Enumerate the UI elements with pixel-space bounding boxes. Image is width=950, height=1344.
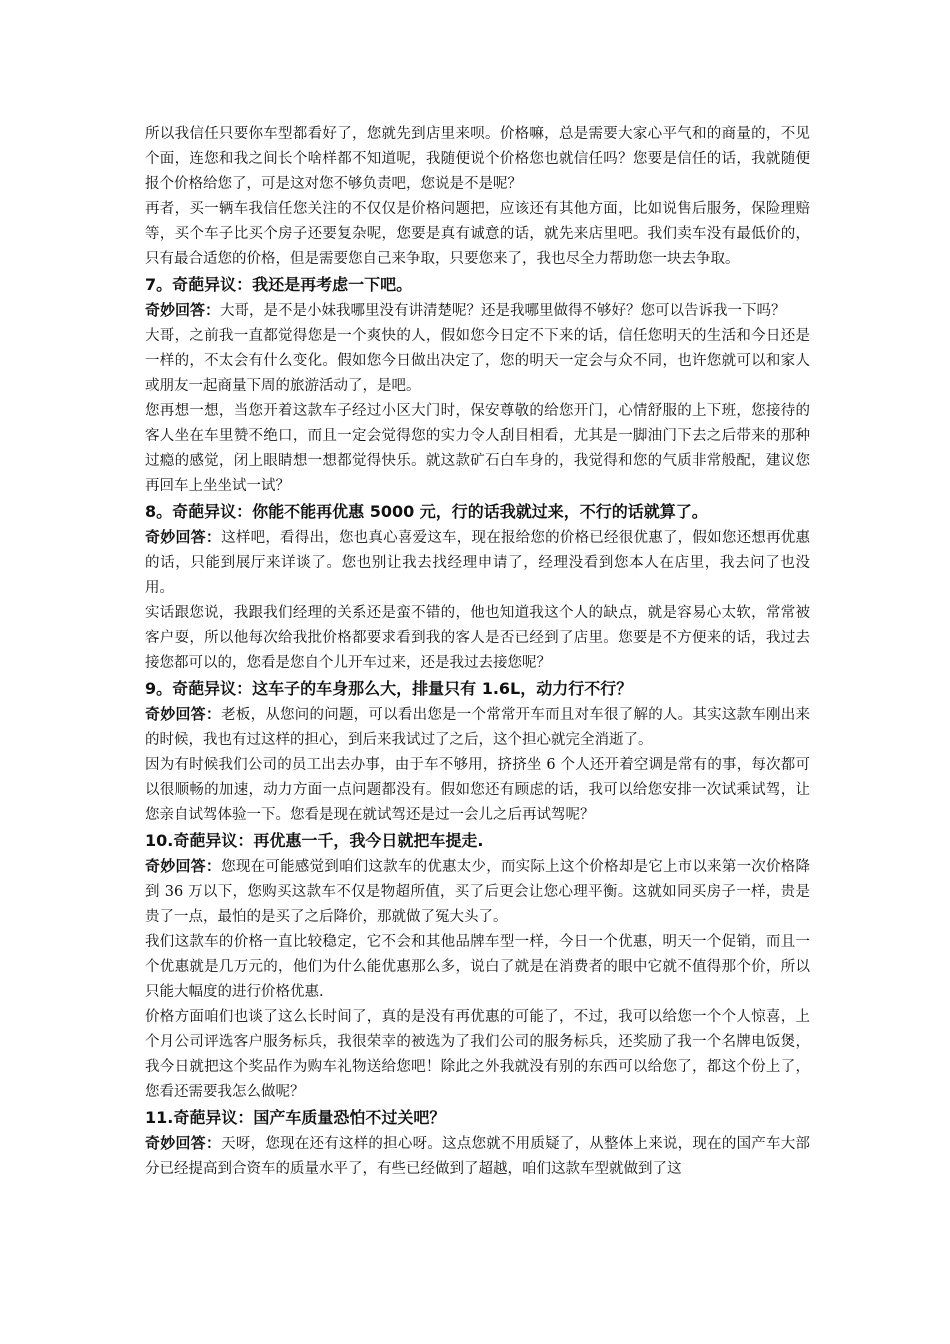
section-8 [145,499,810,676]
section-9 [145,676,810,828]
answer-label: 奇妙回答： [145,1134,222,1152]
paragraph: 再者，买一辆车我信任您关注的不仅仅是价格问题把，应该还有其他方面，比如说售后服务，保险理赔等，买个车子比买个房子还要复杂呢，您要是真有诚意的话，就先来店里吧。我们卖车没有最低价的，只有最合适您的价格，但是需要您自己来争取，只要您来了，我也尽全力帮助您一块去争取。 [145,201,810,267]
answer-text: 您现在可能感觉到咱们这款车的优惠太少，而实际上这个价格却是它上市以来第一次价格降到 36 万以下，您购买这款车不仅是物超所值，买了后更会让您心理平衡。这就如同买房子一样，贵是贵了一点，最怕的是买了之后降价，那就做了冤大头了。 [145,859,810,925]
paragraph: 所以我信任只要你车型都看好了，您就先到店里来呗。价格嘛，总是需要大家心平气和的商量的，不见个面，连您和我之间长个啥样都不知道呢，我随便说个价格您也就信任吗？您要是信任的话，我就随便报个价格给您了，可是这对您不够负责吧，您说是不是呢？ [145,126,810,192]
answer-text: 大哥，是不是小妹我哪里没有讲清楚呢？还是我哪里做得不够好？您可以告诉我一下吗？ [220,303,786,319]
answer-label: 奇妙回答： [145,705,222,723]
answer-paragraph [145,525,810,601]
answer-label: 奇妙回答： [145,528,222,546]
section-10 [145,828,810,1105]
paragraph: 实话跟您说，我跟我们经理的关系还是蛮不错的，他也知道我这个人的缺点，就是容易心太软，常常被客户耍，所以他每次给我批价格都要求看到我的客人是否已经到了店里。您要是不方便来的话，我过去接您都可以的，您看是您自个儿开车过来，还是我过去接您呢？ [145,605,810,671]
section-heading: 7。奇葩异议：我还是再考虑一下吧。 [145,275,413,294]
answer-text: 这样吧，看得出，您也真心喜爱这车，现在报给您的价格已经很优惠了，假如您还想再优惠的话，只能到展厅来详谈了。您也别让我去找经理申请了，经理没看到您本人在店里，我去问了也没用。 [145,530,810,596]
paragraph: 我们这款车的价格一直比较稳定，它不会和其他品牌车型一样，今日一个优惠，明天一个促销，而且一个优惠就是几万元的，他们为什么能优惠那么多，说白了就是在消费者的眼中它就不值得那个价，所以只能大幅度的进行价格优惠. [145,934,810,1000]
section-7 [145,272,810,499]
section-heading: 9。奇葩异议：这车子的车身那么大，排量只有 1.6L，动力行不行？ [145,679,633,698]
answer-text: 天呀，您现在还有这样的担心呀。这点您就不用质疑了，从整体上来说，现在的国产车大部分已经提高到合资车的质量水平了，有些已经做到了超越，咱们这款车型就做到了这 [145,1136,810,1177]
paragraph: 您再想一想，当您开着这款车子经过小区大门时，保安尊敬的给您开门，心情舒服的上下班，您接待的客人坐在车里赞不绝口，而且一定会觉得您的实力令人刮目相看，尤其是一脚油门下去之后带来的那种过瘾的感觉，闭上眼睛想一想都觉得快乐。就这款矿石白车身的，我觉得和您的气质非常般配，建议您再回车上坐坐试一试？ [145,403,810,494]
section-heading: 8。奇葩异议：你能不能再优惠 5000 元，行的话我就过来，不行的话就算了。 [145,502,708,521]
section-11 [145,1105,810,1182]
answer-paragraph [145,854,810,930]
answer-paragraph [145,298,810,324]
answer-text: 老板，从您问的问题，可以看出您是一个常常开车而且对车很了解的人。其实这款车刚出来的时候，我也有过这样的担心，到后来我试过了之后，这个担心就完全消逝了。 [145,707,810,748]
answer-label: 奇妙回答： [145,301,221,319]
section-heading: 10.奇葩异议：再优惠一千，我今日就把车提走. [145,831,484,850]
paragraph: 大哥，之前我一直都觉得您是一个爽快的人，假如您今日定不下来的话，信任您明天的生活和今日还是一样的，不太会有什么变化。假如您今日做出决定了，您的明天一定会与众不同，也许您就可以和家人或朋友一起商量下周的旅游活动了，是吧。 [145,328,810,394]
answer-paragraph [145,1131,810,1182]
answer-label: 奇妙回答： [145,857,222,875]
section-heading: 11.奇葩异议：国产车质量恐怕不过关吧？ [145,1108,446,1127]
paragraph: 因为有时候我们公司的员工出去办事，由于车不够用，挤挤坐 6 个人还开着空调是常有的事，每次都可以很顺畅的加速，动力方面一点问题都没有。假如您还有顾虑的话，我可以给您安排一次试乘试驾，让您亲自试驾体验一下。您看是现在就试驾还是过一会儿之后再试驾呢？ [145,757,810,823]
paragraph: 价格方面咱们也谈了这么长时间了，真的是没有再优惠的可能了，不过，我可以给您一个个人惊喜，上个月公司评选客户服务标兵，我很荣幸的被选为了我们公司的服务标兵，还奖励了我一个名牌电饭煲，我今日就把这个奖品作为购车礼物送给您吧！除此之外我就没有别的东西可以给您了，都这个份上了，您看还需要我怎么做呢？ [145,1009,810,1100]
answer-paragraph [145,702,810,753]
